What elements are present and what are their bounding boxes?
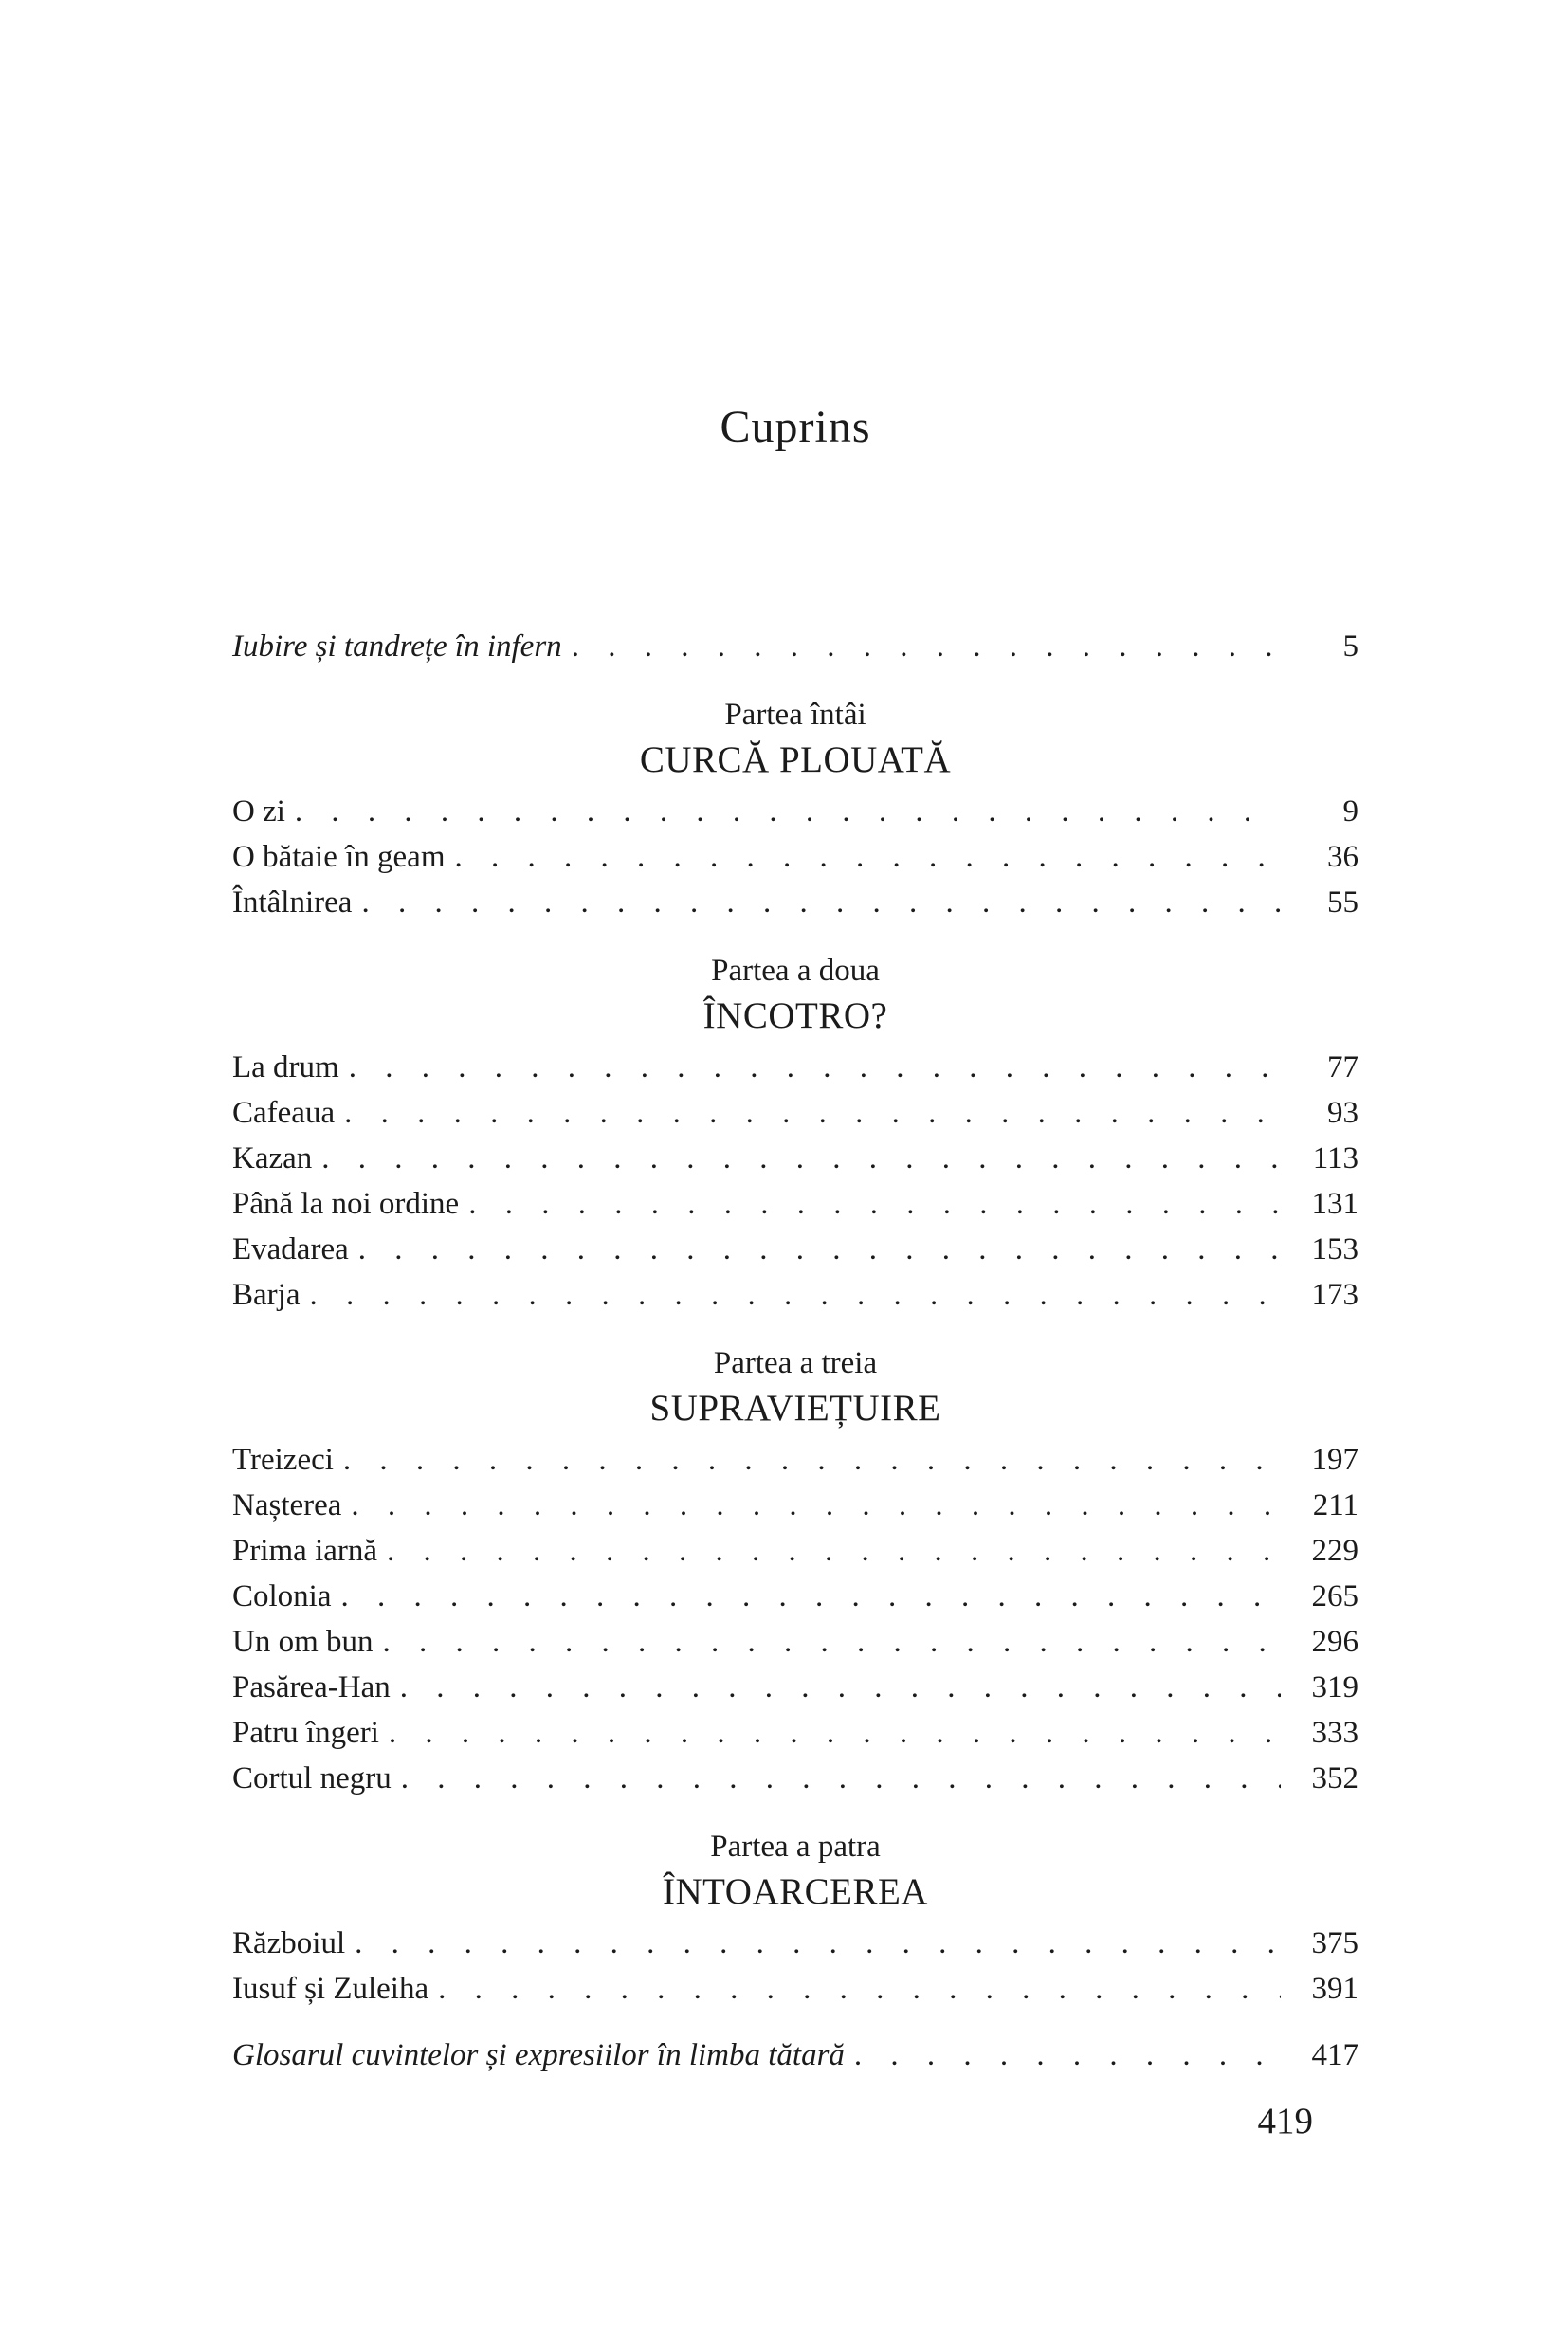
dot-leader <box>383 1619 1282 1665</box>
toc-entry-label: Cafeaua <box>232 1095 336 1130</box>
dot-leader <box>455 834 1282 880</box>
toc-entry <box>232 1710 1358 1756</box>
dot-leader <box>358 1227 1281 1272</box>
part-heading <box>232 1342 1358 1433</box>
part-heading-title: CURCĂ PLOUATĂ <box>639 738 952 780</box>
toc-entry-page: 9 <box>1342 793 1358 829</box>
toc-entry <box>232 624 1358 669</box>
toc-entry <box>232 1437 1358 1483</box>
toc-entry <box>232 1619 1358 1665</box>
toc-entry <box>232 1966 1358 2012</box>
part-heading-name: Partea întâi <box>724 697 866 732</box>
part-heading-name: Partea a doua <box>711 953 880 988</box>
toc-entry <box>232 880 1358 925</box>
toc-entry-page: 93 <box>1327 1095 1358 1130</box>
toc-entry-label: Nașterea <box>232 1487 342 1522</box>
toc-entry-label: Colonia <box>232 1578 332 1613</box>
toc-entry-label: Iusuf și Zuleiha <box>232 1971 429 2006</box>
part-heading-title: ÎNCOTRO? <box>702 994 888 1036</box>
toc-entry-label: Patru îngeri <box>232 1715 379 1750</box>
toc-entry-page: 296 <box>1311 1624 1358 1659</box>
toc-entry-page: 333 <box>1311 1715 1358 1750</box>
toc-entry-page: 131 <box>1311 1186 1358 1221</box>
dot-leader <box>401 1756 1281 1801</box>
folio-page-number: 419 <box>1257 2100 1313 2141</box>
dot-leader <box>321 1136 1281 1181</box>
toc-entry-page: 375 <box>1311 1925 1358 1960</box>
toc-entry-label: Întâlnirea <box>232 884 353 920</box>
part-heading-name: Partea a patra <box>710 1829 881 1864</box>
dot-leader <box>389 1710 1281 1756</box>
dot-leader <box>309 1272 1281 1318</box>
part-heading <box>232 1826 1358 1917</box>
dot-leader <box>349 1045 1281 1090</box>
toc-entry-page: 197 <box>1311 1442 1358 1477</box>
toc-entry-label: Un om bun <box>232 1624 374 1659</box>
toc-entry <box>232 1272 1358 1318</box>
toc-entry <box>232 789 1358 834</box>
dot-leader <box>355 1921 1281 1966</box>
dot-leader <box>295 789 1281 834</box>
toc-entry-label: O bătaie în geam <box>232 839 446 874</box>
toc-entry-page: 319 <box>1311 1669 1358 1704</box>
toc-entry-page: 211 <box>1312 1487 1358 1522</box>
toc-entry <box>232 1136 1358 1181</box>
toc-entry <box>232 1528 1358 1574</box>
toc-entry <box>232 834 1358 880</box>
toc-entry-label: Evadarea <box>232 1231 349 1267</box>
dot-leader <box>341 1574 1282 1619</box>
toc-entry-page: 77 <box>1327 1049 1358 1084</box>
toc-entry-label: Până la noi ordine <box>232 1186 460 1221</box>
toc-entry-page: 173 <box>1311 1277 1358 1312</box>
toc-entry-page: 417 <box>1311 2037 1358 2072</box>
dot-leader <box>351 1483 1281 1528</box>
toc-entry-label: Kazan <box>232 1140 313 1176</box>
toc-entry-label: Cortul negru <box>232 1760 392 1795</box>
dot-leader <box>468 1181 1281 1227</box>
page-title: Cuprins <box>720 402 871 452</box>
toc-entry-page: 153 <box>1311 1231 1358 1267</box>
dot-leader <box>343 1437 1281 1483</box>
toc-entry-label: La drum <box>232 1049 339 1084</box>
toc-entry <box>232 1665 1358 1710</box>
table-of-contents <box>232 624 1358 2078</box>
toc-entry <box>232 1090 1358 1136</box>
part-heading <box>232 694 1358 785</box>
part-heading <box>232 950 1358 1041</box>
part-heading-title: SUPRAVIEȚUIRE <box>649 1387 941 1429</box>
toc-entry-page: 352 <box>1311 1760 1358 1795</box>
toc-entry-page: 265 <box>1311 1578 1358 1613</box>
toc-entry-label: Prima iarnă <box>232 1533 378 1568</box>
toc-entry-page: 36 <box>1327 839 1358 874</box>
toc-entry <box>232 1756 1358 1801</box>
toc-entry <box>232 1181 1358 1227</box>
dot-leader <box>438 1966 1281 2012</box>
toc-entry <box>232 1574 1358 1619</box>
toc-entry-page: 391 <box>1311 1971 1358 2006</box>
toc-entry-label: O zi <box>232 793 285 829</box>
dot-leader <box>344 1090 1281 1136</box>
toc-entry-page: 55 <box>1327 884 1358 920</box>
toc-entry-label: Barja <box>232 1277 301 1312</box>
toc-entry-label: Războiul <box>232 1925 346 1960</box>
part-heading-name: Partea a treia <box>713 1345 878 1380</box>
toc-entry <box>232 2032 1358 2078</box>
part-heading-title: ÎNTOARCEREA <box>663 1870 928 1912</box>
toc-entry-label: Iubire și tandrețe în infern <box>232 629 562 664</box>
toc-entry-label: Glosarul cuvintelor și expresiilor în limba tătară <box>232 2037 845 2072</box>
toc-entry-label: Pasărea-Han <box>232 1669 391 1704</box>
toc-entry-label: Treizeci <box>232 1442 334 1477</box>
toc-entry-page: 229 <box>1311 1533 1358 1568</box>
toc-entry <box>232 1227 1358 1272</box>
dot-leader <box>572 624 1281 669</box>
toc-entry-page: 5 <box>1342 629 1358 664</box>
toc-entry <box>232 1483 1358 1528</box>
toc-entry <box>232 1921 1358 1966</box>
toc-entry <box>232 1045 1358 1090</box>
dot-leader <box>361 880 1281 925</box>
dot-leader <box>400 1665 1281 1710</box>
dot-leader <box>854 2032 1281 2078</box>
dot-leader <box>387 1528 1281 1574</box>
toc-entry-page: 113 <box>1312 1140 1358 1176</box>
